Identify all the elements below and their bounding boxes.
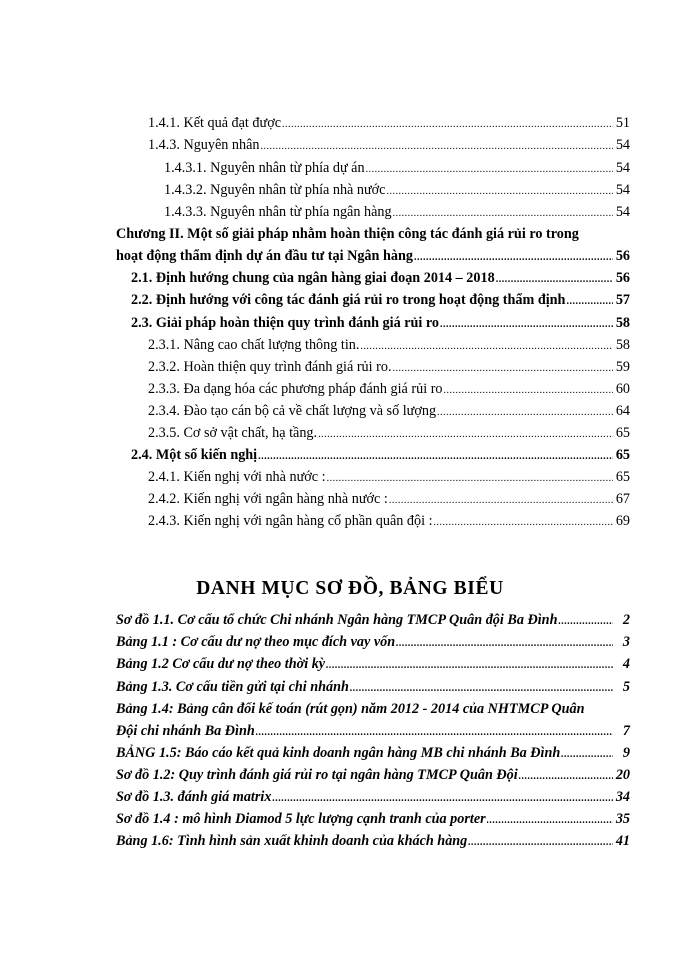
toc-entry-page: 56 — [615, 270, 630, 286]
toc-entry — [148, 335, 630, 355]
figure-entry-page: 41 — [615, 833, 630, 849]
dot-leader — [444, 383, 613, 399]
toc-entry-text: 1.4.3. Nguyên nhân — [148, 137, 260, 153]
toc-entry-page: 56 — [615, 248, 630, 264]
toc-entry-page: 65 — [615, 447, 630, 463]
dot-leader — [261, 139, 613, 155]
toc-entry — [148, 401, 630, 421]
figure-entry-line-1: Bảng 1.4: Bảng cân đối kế toán (rút gọn) năm 2012 - 2014 của NHTMCP Quân — [116, 701, 585, 717]
figure-entry-text: Sơ đồ 1.1. Cơ cấu tổ chức Chi nhánh Ngân hàng TMCP Quân đội Ba Đình — [116, 612, 558, 628]
toc-entry-text: 2.3.1. Nâng cao chất lượng thông tin. — [148, 337, 360, 353]
figure-entry-page: 9 — [622, 745, 630, 761]
dot-leader — [386, 184, 613, 200]
figure-entry-text: Sơ đồ 1.3. đánh giá matrix — [116, 789, 272, 805]
dot-leader — [561, 747, 613, 763]
toc-entry-text: 2.3.3. Đa dạng hóa các phương pháp đánh giá rủi ro — [148, 381, 443, 397]
toc-entry-page: 58 — [615, 315, 630, 331]
toc-entry — [164, 202, 630, 222]
figure-entry-page: 3 — [622, 634, 630, 650]
toc-entry-text: 2.3.5. Cơ sở vật chất, hạ tầng. — [148, 425, 318, 441]
figure-entry-text: Bảng 1.3. Cơ cấu tiền gửi tại chi nhánh — [116, 679, 349, 695]
dot-leader — [366, 162, 613, 178]
figure-entry — [116, 787, 630, 807]
figure-entry-page: 34 — [615, 789, 630, 805]
toc-entry — [148, 379, 630, 399]
figure-entry — [116, 654, 630, 674]
figure-entry-page: 5 — [622, 679, 630, 695]
toc-entry — [148, 511, 630, 531]
toc-entry — [148, 423, 630, 443]
dot-leader — [434, 515, 613, 531]
toc-entry-page: 54 — [615, 182, 630, 198]
figure-entry-text: Bảng 1.2 Cơ cấu dư nợ theo thời kỳ — [116, 656, 326, 672]
figures-heading: DANH MỤC SƠ ĐỒ, BẢNG BIỂU — [196, 578, 504, 599]
figure-entry — [116, 677, 630, 697]
dot-leader — [393, 361, 613, 377]
figure-entry — [116, 743, 630, 763]
figure-entry — [116, 721, 630, 741]
toc-entry-page: 65 — [615, 425, 630, 441]
toc-entry-page: 59 — [615, 359, 630, 375]
toc-entry — [164, 158, 630, 178]
dot-leader — [326, 658, 613, 674]
dot-leader — [468, 835, 613, 851]
toc-entry — [148, 357, 630, 377]
figure-entry-text: Đội chi nhánh Ba Đình — [116, 723, 255, 739]
toc-entry-text: 2.1. Định hướng chung của ngân hàng giai đoạn 2014 – 2018 — [131, 270, 495, 286]
toc-entry — [131, 268, 630, 288]
toc-entry-page: 60 — [615, 381, 630, 397]
dot-leader — [318, 427, 613, 443]
figure-entry — [116, 809, 630, 829]
toc-entry-text: 2.4.1. Kiến nghị với nhà nước : — [148, 469, 326, 485]
toc-entry-text: 2.2. Định hướng với công tác đánh giá rủi ro trong hoạt động thẩm định — [131, 292, 566, 308]
toc-entry-page: 69 — [615, 513, 630, 529]
figure-entry-text: Sơ đồ 1.2: Quy trình đánh giá rủi ro tại ngân hàng TMCP Quân Đội — [116, 767, 518, 783]
toc-entry-text: hoạt động thẩm định dự án đầu tư tại Ngân hàng — [116, 248, 413, 264]
figure-entry-page: 4 — [622, 656, 630, 672]
dot-leader — [360, 339, 613, 355]
toc-entry-text: 2.3. Giải pháp hoàn thiện quy trình đánh giá rủi ro — [131, 315, 440, 331]
toc-entry — [148, 113, 630, 133]
toc-entry-page: 54 — [615, 160, 630, 176]
dot-leader — [282, 117, 613, 133]
dot-leader — [256, 725, 613, 741]
dot-leader — [393, 206, 613, 222]
figure-entry-text: BẢNG 1.5: Báo cáo kết quả kinh doanh ngân hàng MB chi nhánh Ba Đình — [116, 745, 561, 761]
figure-entry — [116, 765, 630, 785]
dot-leader — [258, 449, 613, 465]
toc-entry-page: 67 — [615, 491, 630, 507]
toc-entry — [148, 135, 630, 155]
dot-leader — [414, 250, 613, 266]
toc-entry-text: 2.3.4. Đào tạo cán bộ cả về chất lượng và số lượng — [148, 403, 437, 419]
toc-entry-page: 58 — [615, 337, 630, 353]
toc-entry-text: 2.4.3. Kiến nghị với ngân hàng cổ phần quân đội : — [148, 513, 433, 529]
toc-entry-text: 2.4.2. Kiến nghị với ngân hàng nhà nước : — [148, 491, 388, 507]
figure-entry-page: 35 — [615, 811, 630, 827]
toc-entry — [148, 467, 630, 487]
dot-leader — [496, 272, 613, 288]
dot-leader — [396, 636, 613, 652]
toc-entry-text: 1.4.3.3. Nguyên nhân từ phía ngân hàng — [164, 204, 392, 220]
dot-leader — [389, 493, 613, 509]
dot-leader — [566, 294, 613, 310]
toc-entry-page: 65 — [615, 469, 630, 485]
toc-entry-text: 1.4.3.1. Nguyên nhân từ phía dự án — [164, 160, 365, 176]
toc-entry — [164, 180, 630, 200]
toc-entry — [131, 290, 630, 310]
dot-leader — [350, 681, 613, 697]
dot-leader — [440, 317, 613, 333]
toc-entry-page: 54 — [615, 137, 630, 153]
toc-entry-page: 54 — [615, 204, 630, 220]
dot-leader — [327, 471, 613, 487]
dot-leader — [519, 769, 613, 785]
figure-entry-page: 20 — [615, 767, 630, 783]
toc-entry — [131, 445, 630, 465]
toc-entry-page: 57 — [615, 292, 630, 308]
toc-entry-page: 64 — [615, 403, 630, 419]
toc-entry — [131, 313, 630, 333]
figure-entry-text: Bảng 1.1 : Cơ cấu dư nợ theo mục đích vay vốn — [116, 634, 396, 650]
toc-entry-text: 2.3.2. Hoàn thiện quy trình đánh giá rủi ro. — [148, 359, 392, 375]
dot-leader — [272, 791, 613, 807]
figure-entry — [116, 632, 630, 652]
toc-entry-text: 1.4.3.2. Nguyên nhân từ phía nhà nước — [164, 182, 386, 198]
dot-leader — [487, 813, 613, 829]
toc-entry — [116, 246, 630, 266]
chapter-heading-line-1: Chương II. Một số giải pháp nhằm hoàn thiện công tác đánh giá rủi ro trong — [116, 226, 579, 242]
toc-entry-text: 2.4. Một số kiến nghị — [131, 447, 258, 463]
figure-entry — [116, 831, 630, 851]
figure-entry-page: 7 — [622, 723, 630, 739]
dot-leader — [558, 614, 613, 630]
figure-entry-text: Bảng 1.6: Tình hình sản xuất khinh doanh của khách hàng — [116, 833, 468, 849]
toc-entry — [148, 489, 630, 509]
figure-entry-page: 2 — [622, 612, 630, 628]
toc-entry-text: 1.4.1. Kết quả đạt được — [148, 115, 281, 131]
figure-entry — [116, 610, 630, 630]
figure-entry-text: Sơ đồ 1.4 : mô hình Diamod 5 lực lượng cạnh tranh của porter — [116, 811, 486, 827]
toc-entry-page: 51 — [615, 115, 630, 131]
dot-leader — [437, 405, 613, 421]
